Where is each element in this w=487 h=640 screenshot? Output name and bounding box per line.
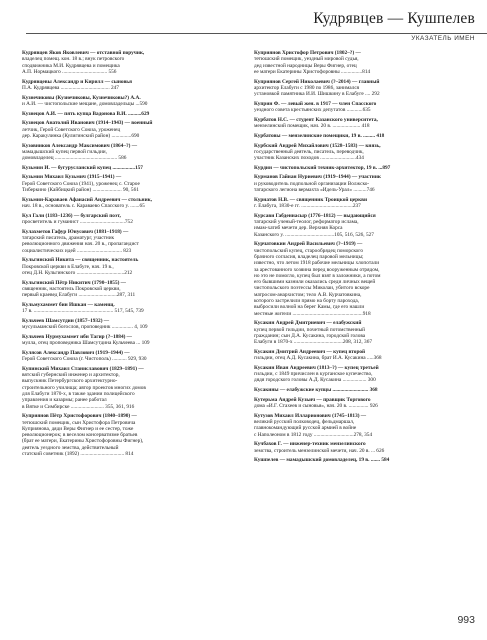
entry-text-line: А.П. Нормацкого .................................. 556 bbox=[22, 68, 117, 75]
entry-text-line: великий русский полководец, фельдмаршал, bbox=[254, 419, 355, 426]
index-entry bbox=[22, 50, 236, 75]
entry-text-line: статский советник (1892) ................................. 814 bbox=[22, 451, 134, 458]
entry-text-line: архитектор Елабуги с 1980 по 1986, занимался bbox=[254, 84, 360, 91]
entry-text-line: участник Казанских походов ...........................434 bbox=[254, 155, 364, 162]
entry-heading-line: Кучбахов Г. — инженер-техник мензелинского bbox=[254, 441, 366, 448]
entry-text-line: отец Д.Н. Кульгинского ....................................212 bbox=[22, 269, 133, 276]
entry-heading-line: Кузьмин Михаил Кузьмич (1915–1941) — bbox=[22, 174, 122, 181]
index-entry bbox=[254, 79, 468, 98]
index-entry bbox=[22, 229, 236, 254]
entry-heading-line: Кульмухаммет бин Ишкан — каменщ. bbox=[22, 301, 115, 308]
entry-heading-line: Курбатовы — мензелинские помещики, 19 в. ......... 418 bbox=[254, 132, 385, 139]
entry-heading-line: Курбатов Н.С. — студент Казанского университета, bbox=[254, 116, 378, 123]
index-entry bbox=[254, 165, 468, 171]
entry-text-line: татарского легиона вермахта «Идель-Урал» ..........746 bbox=[254, 187, 375, 194]
entry-text-line: гильдии, отец А.Д. Кусакина, брат И.А. Кусакина .....368 bbox=[254, 355, 382, 362]
entry-text-line: Герой Советского Союза (1941), уроженец с. Старое bbox=[22, 180, 140, 187]
entry-text-line: деятель уездного земства, действительный bbox=[22, 444, 119, 451]
entry-text-line: социалистических идей .................................. 823 bbox=[22, 247, 132, 254]
page-number: 993 bbox=[457, 614, 475, 626]
entry-text-line: Казанского у. .....................................105, 516, 526, 527 bbox=[254, 231, 374, 238]
entry-text-line: священник, настоятель Покровской церкви, bbox=[22, 285, 121, 292]
entry-heading-line: Кузьмин И. — бугурусланский купец .................157 bbox=[22, 164, 143, 171]
entry-heading-line: Курчатовкин Андрей Васильевич (?–1919) — bbox=[254, 241, 363, 248]
entry-heading-line: Куприянов Христофор Петрович (1802–?) — bbox=[254, 50, 361, 56]
index-columns bbox=[22, 50, 468, 615]
entry-text-line: гильдии, с 1849 причислен в курганское купечество, bbox=[254, 371, 373, 378]
entry-text-line: брачного согласия, владелец паровой мельницы; bbox=[254, 253, 364, 260]
index-entry bbox=[22, 280, 236, 299]
entry-text-line: домовладелец ............................................... 586 bbox=[22, 155, 127, 162]
entry-heading-line: Курнатов Н.В. — священник Троицкой церкви bbox=[254, 196, 368, 203]
entry-text-line: вятский губернский инженер и архитектор, bbox=[22, 372, 120, 379]
entry-heading-line: Купинский Михаил Станиславович (1829–1891) — bbox=[22, 365, 144, 372]
index-entry bbox=[254, 320, 468, 345]
entry-heading-line: Куприн Ф. — левый жен. в 1917 — член Спасского bbox=[254, 100, 377, 107]
entry-heading-line: Кульчеев Нурмухаммет ибн Тагир (?–1884) — bbox=[22, 333, 132, 340]
entry-heading-line: Кушпелев — мамадышский домовладелец, 19 в. ....... 584 bbox=[254, 457, 390, 464]
index-entry bbox=[254, 397, 468, 410]
index-entry bbox=[254, 349, 468, 362]
entry-heading-line: Кусакины — елабужские купцы ........................... 368 bbox=[254, 387, 378, 394]
entry-heading-line: Кутерьма Андрей Кузьич — правщик Торгового bbox=[254, 396, 371, 403]
entry-text-line: Куприянова, дяди Веры Фигнер и ее сестер, тоже bbox=[22, 425, 134, 432]
entry-text-line: чистопольского поэтессы Миколаи, убитого вскоре bbox=[254, 285, 370, 292]
left-column bbox=[22, 50, 236, 615]
entry-heading-line: Кузьмин-Караваев Афанасий Андреевич — стольник, bbox=[22, 196, 153, 203]
index-entry bbox=[22, 143, 236, 162]
entry-text-line: имам-хатиб мечети дер. Верхняя Корса bbox=[254, 225, 343, 232]
entry-text-line: Тиберкино (Кайбицкий район) ...................... 90, 561 bbox=[22, 187, 139, 194]
entry-text-line: татарский писатель, драматург, участник bbox=[22, 235, 115, 242]
entry-text-line: П.А. Кудрявцева ..................................... 247 bbox=[22, 84, 119, 91]
entry-heading-line: Кулясов Александр Павлович (1919–1944) — bbox=[22, 349, 130, 356]
index-entry bbox=[22, 366, 236, 410]
entry-text-line: для Елабуги 1870-х, в также здании полицейского bbox=[22, 391, 135, 397]
header-rule bbox=[26, 33, 487, 34]
entry-text-line: ее матери Екатерины Христофоровны ................814 bbox=[254, 68, 371, 75]
index-entry bbox=[22, 197, 236, 210]
entry-heading-line: Кузнецов А.И. — пять купца Вадонова В.И. ..........629 bbox=[22, 110, 150, 117]
entry-text-line: в Вятке и Симбирске ......................... 355, 361, 916 bbox=[22, 403, 135, 410]
entry-text-line: мулла, отец проповедника Шамсутдина Кульчеева ... 109 bbox=[22, 340, 150, 347]
index-entry bbox=[22, 334, 236, 347]
entry-text-line: (брат ее матери, Екатерины Христофоровны Фигнер), bbox=[22, 438, 144, 445]
entry-heading-line: Кульчеев Шамсутдин (1857–1932) — bbox=[22, 317, 110, 324]
index-entry bbox=[254, 101, 468, 114]
entry-text-line: установкой памятника И.И. Шишкину в Елабуге .... 292 bbox=[254, 91, 380, 98]
index-entry bbox=[254, 365, 468, 384]
entry-heading-line: Кульгинский Никита — священник, настоятель bbox=[22, 257, 139, 264]
entry-heading-line: Кусакин Дмитрий Андреевич — купец второй bbox=[254, 348, 366, 355]
entry-heading-line: Кул Гали (1183–1236) — булгарский поэт, bbox=[22, 212, 121, 219]
index-entry bbox=[22, 165, 236, 171]
entry-text-line: но это не помогло, купец был взят в заложники, а потом bbox=[254, 272, 381, 279]
index-entry bbox=[22, 213, 236, 226]
entry-text-line: Елабуги в 1870-х .....................................208, 312, 367 bbox=[254, 339, 372, 346]
index-entry bbox=[22, 120, 236, 139]
entry-heading-line: Кульгинский Пётр Никитич (1790–1855) — bbox=[22, 279, 126, 286]
entry-heading-line: Кусакин Андрей Дмитриевич — елабужский bbox=[254, 320, 362, 327]
entry-heading-line: Курманов Гайнан Нуриевич (1919–1944) — участник bbox=[254, 174, 381, 181]
entry-text-line: чистопольский купец, старообрядец поморского bbox=[254, 247, 363, 254]
entry-text-line: тетюшский помещик, сын Христофора Петровича bbox=[22, 419, 136, 426]
entry-text-line: Герой Советского Союза (г. Чистополь) ........... 929, 930 bbox=[22, 356, 147, 363]
index-entry bbox=[22, 413, 236, 457]
entry-heading-line: Кудрявцев Яков Яковлевич — отставной поручик, bbox=[22, 50, 145, 56]
entry-text-line: летчик, Герой Советского Союза, уроженец bbox=[22, 126, 121, 133]
index-entry bbox=[254, 457, 468, 463]
entry-text-line: мензелинский помещик, нач. 20 в. ..................... 418 bbox=[254, 123, 370, 130]
index-entry bbox=[254, 387, 468, 393]
index-entry bbox=[22, 302, 236, 315]
entry-text-line: матросом-анархистом; тело А.В. Курчатовкина, bbox=[254, 291, 362, 298]
index-entry bbox=[22, 95, 236, 108]
entry-heading-line: Кузовников Александр Максимович (1864–?) — bbox=[22, 142, 138, 149]
entry-heading-line: Курдин — чистопольский техник-архитектор, 19 в. ...897 bbox=[254, 164, 391, 171]
entry-text-line: дядя городского головы А.Д. Кусакина .................. 300 bbox=[254, 377, 376, 384]
index-entry bbox=[22, 318, 236, 331]
index-entry bbox=[254, 413, 468, 438]
entry-heading-line: Кузнецов Анатолий Иванович (1914–1943) — военный bbox=[22, 120, 153, 127]
entry-text-line: дед известной народницы Веры Фигнер, отец bbox=[254, 62, 357, 69]
index-entry bbox=[22, 111, 236, 117]
entry-heading-line: Кудрявцевы Александр и Кирилл — сыновья bbox=[22, 78, 132, 85]
entry-text-line: нач. 18 в., основатель с. Караваево Спасского у. .......65 bbox=[22, 203, 145, 210]
entry-heading-line: Курбский Андрей Михайлович (1528–1583) — князь, bbox=[254, 142, 381, 149]
index-entry bbox=[254, 117, 468, 130]
entry-text-line: выбросили волной на берег Камы, где его нашли bbox=[254, 304, 365, 311]
entry-heading-line: Куприянов Пётр Христофорович (1840–1890) — bbox=[22, 413, 137, 420]
entry-text-line: с Наполеоном в 1812 году ..............................278, 354 bbox=[254, 431, 373, 438]
entry-text-line: и руководитель подпольной организации Волжско- bbox=[254, 180, 370, 187]
entry-text-line: строительного училища; автор проектов многих домов bbox=[22, 384, 146, 391]
entry-heading-line: Курсави Габденнасыр (1776–1812) — выдающийся bbox=[254, 212, 376, 219]
entry-text-line: просветитель и гуманист ..................................752 bbox=[22, 219, 133, 226]
entry-heading-line: Куприянов Сергей Николаевич (?–2014) — главный bbox=[254, 78, 380, 85]
entry-text-line: за арестованного хозяина перед вооруженным отрядом, bbox=[254, 266, 380, 273]
entry-heading-line: Кулахметов Гафур Юнусович (1881–1918) — bbox=[22, 228, 129, 235]
running-header bbox=[0, 0, 487, 44]
right-column bbox=[254, 50, 468, 615]
entry-text-line: татарский ученый-теолог, реформатор ислама, bbox=[254, 219, 359, 226]
entry-text-line: купец первой гильдии, почетный потомственный bbox=[254, 326, 366, 333]
entry-text-line: местные жители .....................................................918 bbox=[254, 310, 371, 317]
entry-text-line: владелец помещ. кон. 18 в.; внук петровского bbox=[22, 56, 125, 63]
entry-heading-line: Кузнечиковы (Кузнечиковы, Кузнечиковы?) А.А. bbox=[22, 94, 141, 101]
entry-text-line: земства, строитель мензелинской мечети, нач. 20 в. ... 626 bbox=[254, 447, 385, 454]
entry-text-line: революционерок; в веселом консерватизме братьев bbox=[22, 432, 138, 439]
index-entry bbox=[22, 79, 236, 92]
entry-text-line: революционного движения нач. 20 в., пропагандист bbox=[22, 241, 139, 248]
entry-text-line: мусульманский богослов, проповедник ................ 4, 109 bbox=[22, 324, 148, 331]
index-entry bbox=[254, 241, 468, 317]
entry-text-line: гражданин; сын Д.А. Кусакина, городской голова bbox=[254, 332, 366, 339]
entry-text-line: тетюшский помещик, уездный мировой судья, bbox=[254, 56, 359, 63]
entry-text-line: известно, что летом 1918 рабочие мельницы хлопотали bbox=[254, 260, 380, 267]
entry-text-line: уездного совета крестьянских депутатов ............635 bbox=[254, 107, 371, 114]
entry-text-line: которого застрелили прямо на борту парохода, bbox=[254, 298, 360, 304]
index-entry bbox=[254, 133, 468, 139]
header-subtitle: УКАЗАТЕЛЬ ИМЕН bbox=[411, 35, 475, 42]
index-entry bbox=[254, 143, 468, 162]
index-entry bbox=[254, 213, 468, 238]
entry-text-line: дома «И.Г. Стахеев и сыновья», нач. 20 в. ............... 926 bbox=[254, 403, 378, 410]
index-entry bbox=[22, 257, 236, 276]
header-title: Кудрявцев — Кушпелев bbox=[313, 10, 475, 27]
entry-text-line: и А.И. — чистопольские мещане, домовладельцы ...590 bbox=[22, 100, 148, 107]
entry-text-line: выпускник Петербургского архитектурно- bbox=[22, 378, 118, 385]
entry-heading-line: Кусакин Иван Андреевич (1813–?) — купец третьей bbox=[254, 364, 379, 371]
index-entry bbox=[22, 350, 236, 363]
index-entry bbox=[254, 174, 468, 193]
entry-text-line: 17 в. ............................................................ 517, 545, 739 bbox=[22, 308, 144, 315]
index-entry bbox=[22, 174, 236, 193]
index-entry bbox=[254, 50, 468, 75]
entry-text-line: дер. Каракулинка (Кулигинский район) ...............690 bbox=[22, 132, 140, 139]
entry-text-line: главнокомандующий русской армией в войне bbox=[254, 425, 357, 432]
entry-text-line: сподвижника М.И. Кудрявцева и помещика bbox=[22, 62, 120, 69]
entry-text-line: Покровской церкви в Елабуге, нач. 19 в., bbox=[22, 263, 114, 270]
index-entry bbox=[254, 197, 468, 210]
entry-text-line: г. Елабуга, 1830-е гг. .......................................237 bbox=[254, 203, 361, 210]
entry-heading-line: Кутузов Михаил Илларионович (1745–1813) — bbox=[254, 412, 367, 419]
entry-text-line: мамадышский купец первой гильдии, bbox=[22, 148, 107, 155]
entry-text-line: первый краевед Елабуги .............................287, 311 bbox=[22, 292, 136, 299]
entry-text-line: управления и казармы; ранее работал bbox=[22, 397, 107, 404]
entry-text-line: государственный деятель, писатель, переводчик, bbox=[254, 148, 364, 155]
index-entry bbox=[254, 441, 468, 454]
entry-text-line: его бывшими казнили оказались среди личных вещей bbox=[254, 279, 376, 286]
